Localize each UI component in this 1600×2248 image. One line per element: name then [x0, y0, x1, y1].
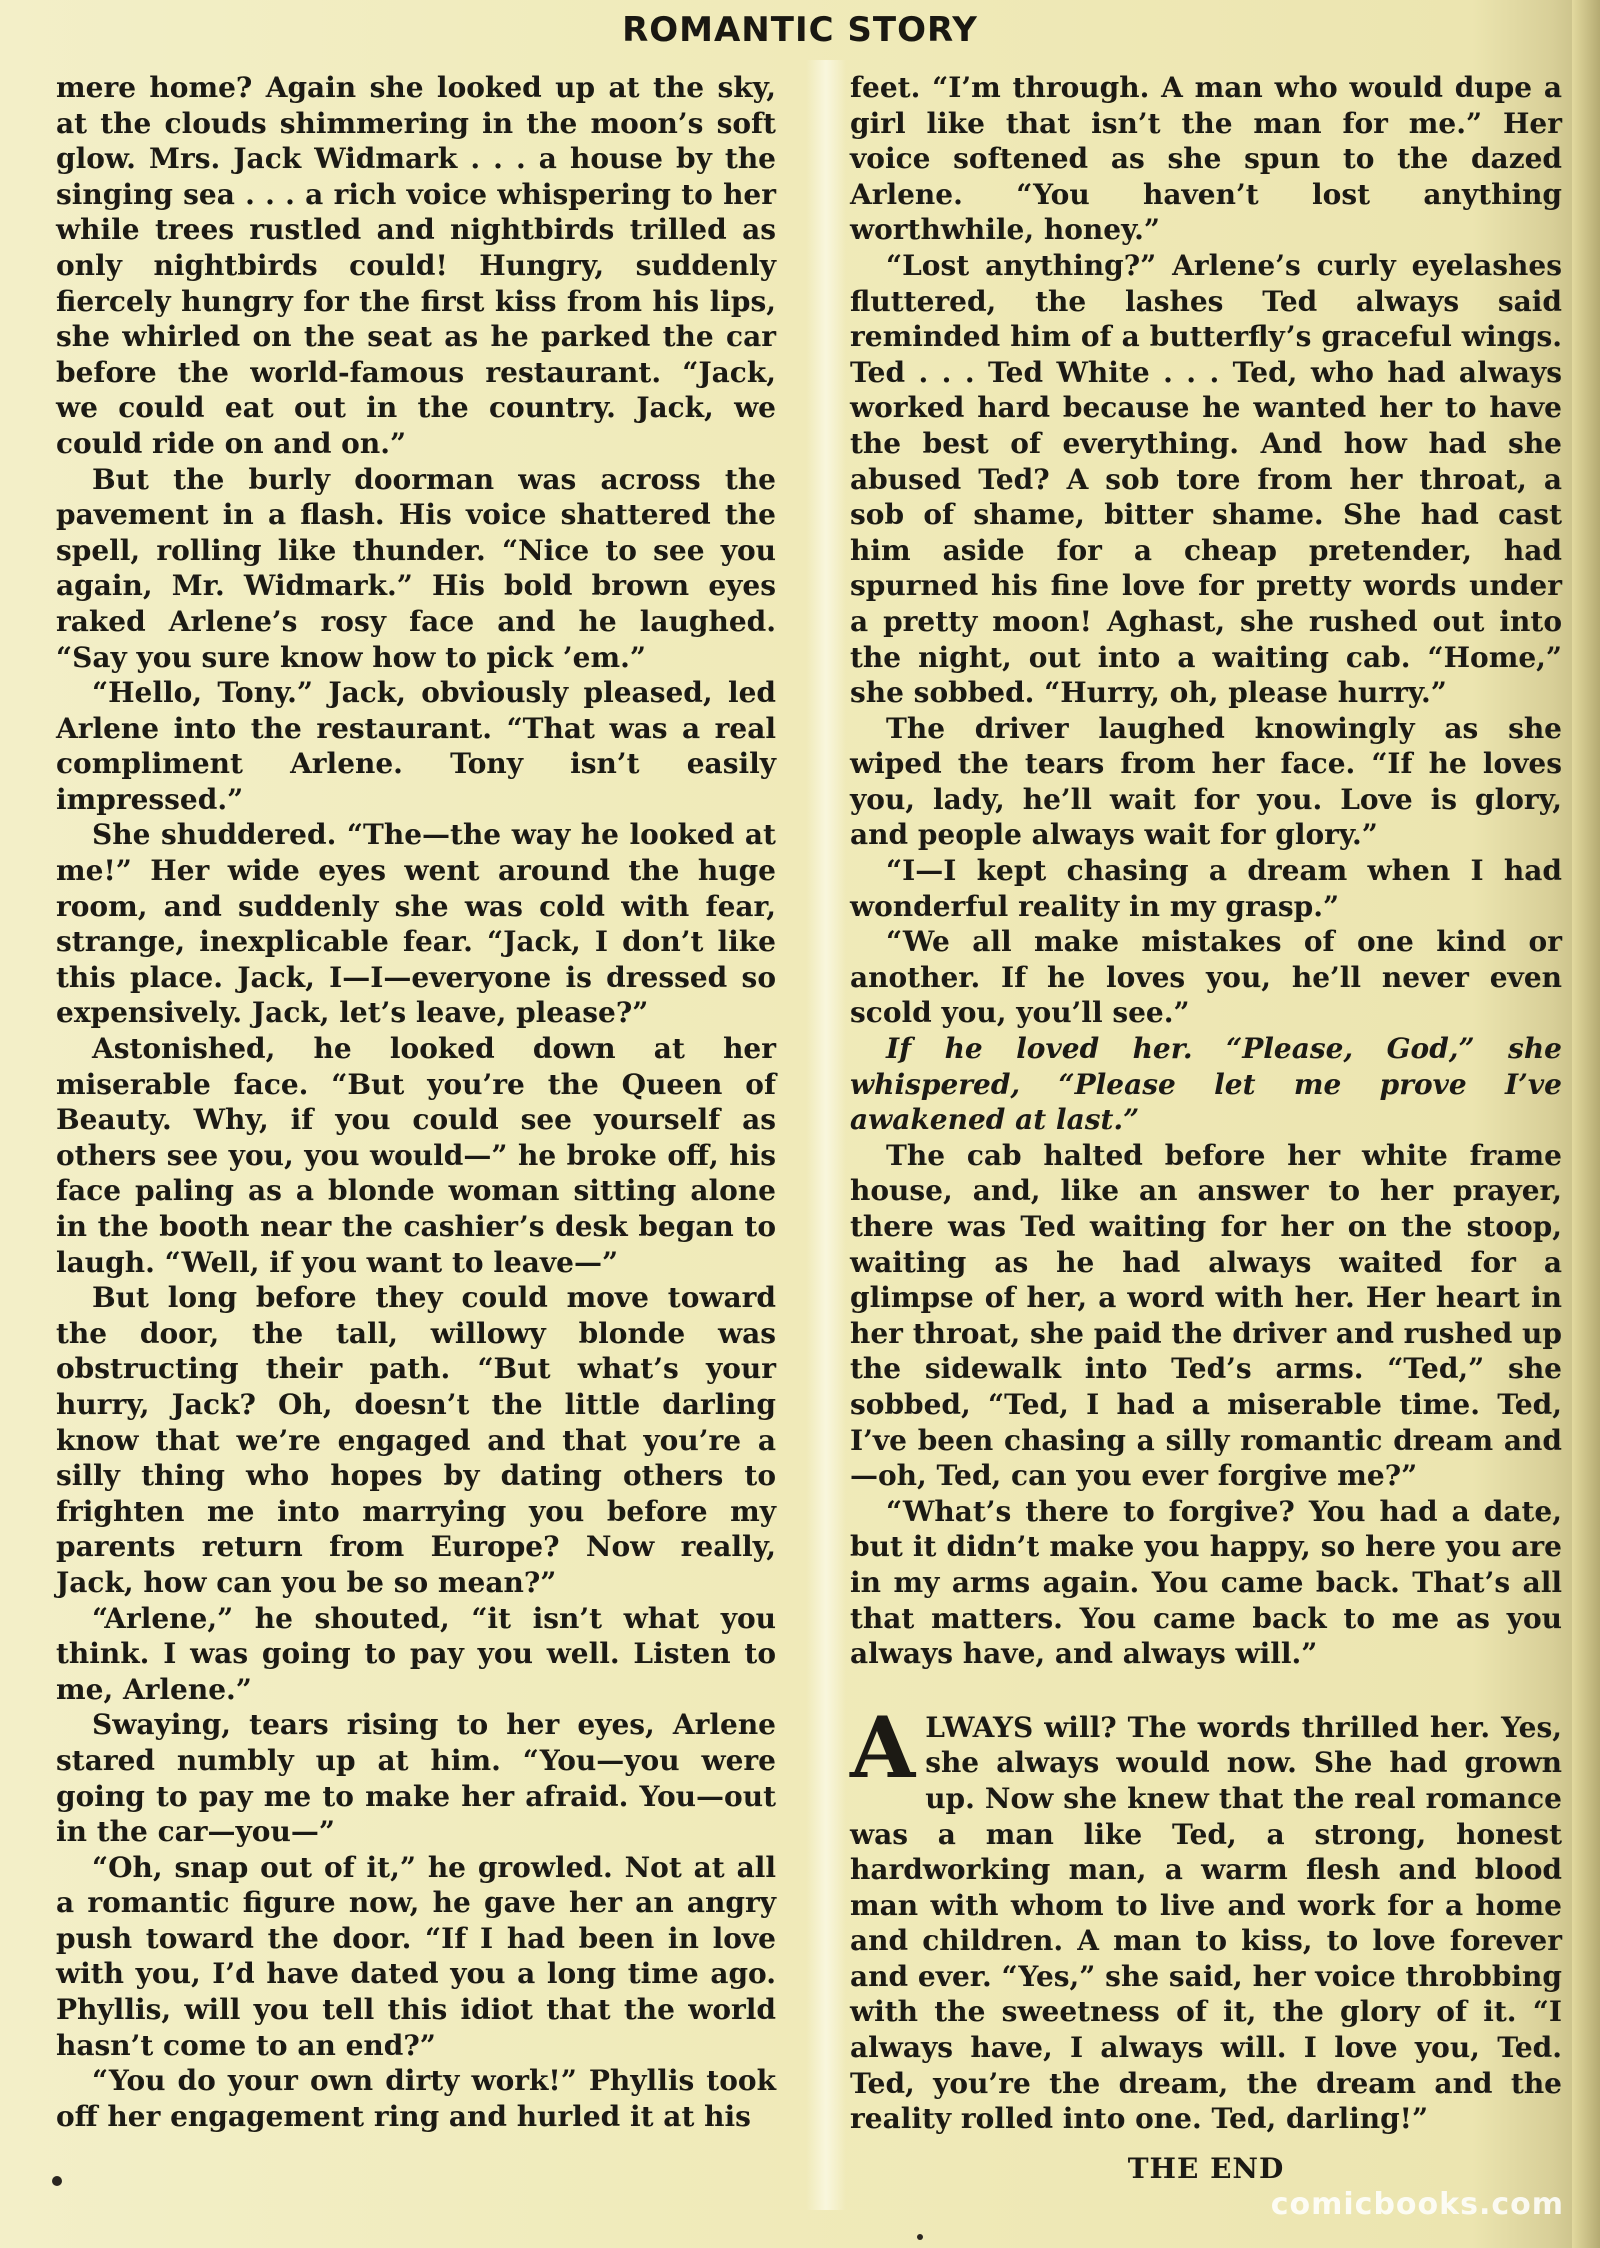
left-column — [56, 70, 776, 2134]
paragraph: mere home? Again she looked up at the sky, at the clouds shimmering in the moon’s soft glow. Mrs. Jack Widmark . . . a house by the singing sea . . . a rich voice whispering to her while trees rustled and nightbirds trilled as only nightbirds could! Hungry, suddenly fiercely hungry for the first kiss from his lips, she whirled on the seat as he parked the car before the world-famous restaurant. “Jack, we could eat out in the country. Jack, we could ride on and on.” — [56, 71, 776, 460]
paragraph: feet. “I’m through. A man who would dupe a girl like that isn’t the man for me.” Her voice softened as she spun to the dazed Arlene. “You haven’t lost anything worthwhile, honey.” — [850, 71, 1562, 247]
paragraph: Swaying, tears rising to her eyes, Arlene stared numbly up at him. “You—you were going to pay me to make her afraid. You—out in the car—you—” — [56, 1708, 776, 1849]
running-header: ROMANTIC STORY — [622, 10, 978, 50]
paragraph: Astonished, he looked down at her miserable face. “But you’re the Queen of Beauty. Why, if you could see yourself as others see you, you would—” he broke off, his face paling as a blonde woman sitting alone in the booth near the cashier’s desk began to laugh. “Well, if you want to leave—” — [56, 1032, 776, 1279]
page-edge — [1572, 0, 1600, 2248]
paragraph: “Oh, snap out of it,” he growled. Not at all a romantic figure now, he gave her an angry push toward the door. “If I had been in love with you, I’d have dated you a long time ago. Phyllis, will you tell this idiot that the world hasn’t come to an end?” — [56, 1850, 776, 2062]
paragraph: “Hello, Tony.” Jack, obviously pleased, led Arlene into the restaurant. “That was a real compliment Arlene. Tony isn’t easily impressed.” — [56, 676, 776, 816]
paragraph: The cab halted before her white frame house, and, like an answer to her prayer, there was Ted waiting for her on the stoop, waiting as he had always waited for a glimpse of her, a word with her. Her heart in her throat, she paid the driver and rushed up the sidewalk into Ted’s arms. “Ted,” she sobbed, “Ted, I had a miserable time. Ted, I’ve been chasing a silly romantic dream and—oh, Ted, can you ever forgive me?” — [850, 1138, 1562, 1493]
print-speck — [917, 2234, 923, 2240]
closing-paragraph-text: LWAYS will? The words thrilled her. Yes, she always would now. She had grown up. Now she knew that the real romance was a man like Ted, a strong, honest hardworking man, a warm flesh and blood man with whom to live and work for a home and children. A man to kiss, to love forever and ever. “Yes,” she said, her voice throbbing with the sweetness of it, the glory of it. “I always have, I always will. I love you, Ted. Ted, you’re the dream, the dream and the reality rolled into one. Ted, darling!” — [850, 1710, 1562, 2136]
paragraph: But long before they could move toward the door, the tall, willowy blonde was obstructing their path. “But what’s your hurry, Jack? Oh, doesn’t the little darling know that we’re engaged and that you’re a silly thing who hopes by dating others to frighten me into marrying you before my parents return from Europe? Now really, Jack, how can you be so mean?” — [56, 1281, 776, 1599]
paragraph: But the burly doorman was across the pavement in a flash. His voice shattered the spell, rolling like thunder. “Nice to see you again, Mr. Widmark.” His bold brown eyes raked Arlene’s rosy face and he laughed. “Say you sure know how to pick ’em.” — [56, 462, 776, 674]
paragraph: She shuddered. “The—the way he looked at me!” Her wide eyes went around the huge room, and suddenly she was cold with fear, strange, inexplicable fear. “Jack, I don’t like this place. Jack, I—I—everyone is dressed so expensively. Jack, let’s leave, please?” — [56, 818, 776, 1030]
column-gutter — [806, 60, 846, 2210]
paragraph: “What’s there to forgive? You had a date, but it didn’t make you happy, so here you are in my arms again. You came back. That’s all that matters. You came back to me as you always have, and always will.” — [850, 1494, 1562, 1671]
paragraph: If he loved her. “Please, God,” she whispered, “Please let me prove I’ve awakened at last.” — [850, 1032, 1562, 1137]
paragraph: “I—I kept chasing a dream when I had wonderful reality in my grasp.” — [850, 854, 1562, 923]
watermark: comicbooks.com — [1270, 2187, 1564, 2222]
paragraph: “You do your own dirty work!” Phyllis took off her engagement ring and hurled it at his — [56, 2064, 776, 2133]
right-column — [850, 70, 1562, 2186]
paragraph: “We all make mistakes of one kind or another. If he loves you, he’ll never even scold you, you’ll see.” — [850, 925, 1562, 1030]
paragraph: “Lost anything?” Arlene’s curly eyelashes fluttered, the lashes Ted always said reminded him of a butterfly’s graceful wings. Ted . . . Ted White . . . Ted, who had always worked hard because he wanted her to have the best of everything. And how had she abused Ted? A sob tore from her throat, a sob of shame, bitter shame. She had cast him aside for a cheap pretender, had spurned his fine love for pretty words under a pretty moon! Aghast, she rushed out into the night, out into a waiting cab. “Home,” she sobbed. “Hurry, oh, please hurry.” — [850, 248, 1562, 710]
the-end-label: THE END — [1127, 2151, 1285, 2185]
paragraph: The driver laughed knowingly as she wiped the tears from her face. “If he loves you, lady, he’ll wait for you. Love is glory, and people always wait for glory.” — [850, 711, 1562, 852]
print-speck — [52, 2176, 62, 2186]
paragraph: “Arlene,” he shouted, “it isn’t what you think. I was going to pay you well. Listen to me, Arlene.” — [56, 1601, 776, 1706]
closing-paragraph — [850, 1697, 1562, 2137]
drop-cap: A — [850, 1697, 916, 1797]
